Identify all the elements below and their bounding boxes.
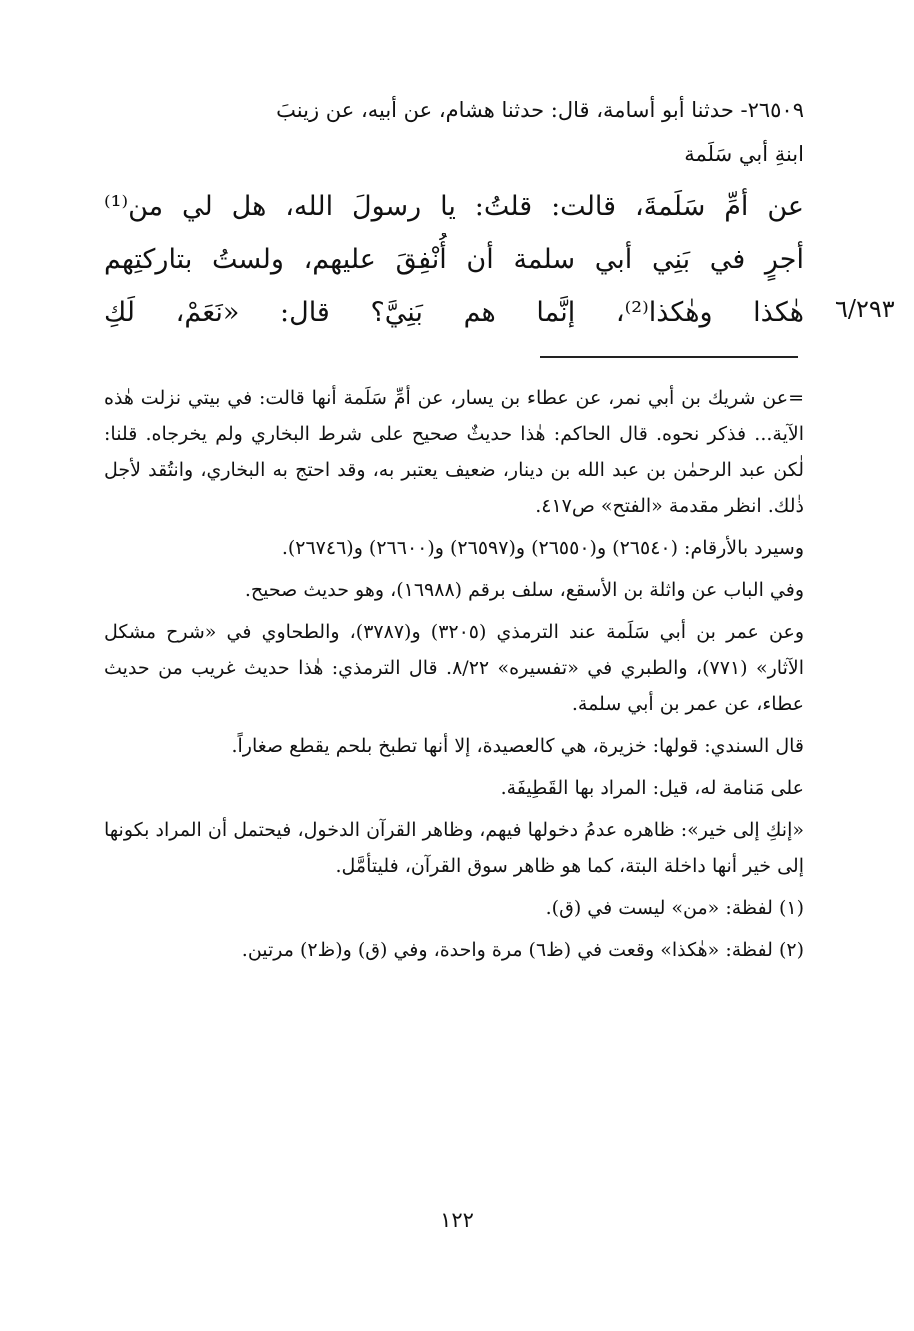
hadith-isnad [104,88,804,176]
isnad-line-2: ابنةِ أبي سَلَمة [684,142,804,166]
footnote-paragraph: وعن عمر بن أبي سَلَمة عند الترمذي (٣٢٠٥) و(٣٧٨٧)، والطحاوي في «شرح مشكل الآثار» (٧٧١)، والطبري في «تفسيره» ٨/٢٢. قال الترمذي: هٰذا حديث غريب من حديث عطاء، عن عمر بن أبي سلمة. [104,621,804,715]
footnote-2: (٢) لفظة: «هٰكذا» وقعت في (ظ٦) مرة واحدة، وفي (ق) و(ظ٢) مرتين. [241,939,804,961]
footnote-1: (١) لفظة: «من» ليست في (ق). [545,897,804,919]
isnad-line-1: ٢٦٥٠٩- حدثنا أبو أسامة، قال: حدثنا هشام، عن أبيه، عن زينبَ [276,98,804,122]
matn-line-3: هٰكذا وهٰكذا⁽²⁾، إنَّما هم بَنِيَّ؟ قال: «نَعَمْ، لَكِ [104,297,804,328]
footnote-paragraph: قال السندي: قولها: خزيرة، هي كالعصيدة، إلا أنها تطبخ بلحم يقطع صغاراً. [231,735,804,757]
footnote-paragraph: وفي الباب عن واثلة بن الأسقع، سلف برقم (١٦٩٨٨)، وهو حديث صحيح. [244,579,804,601]
matn-line-2: أجرٍ في بَنِي أبي سلمة أن أُنْفِقَ عليهم، ولستُ بتاركتِهم [104,244,804,275]
footnote-paragraph: =عن شريك بن أبي نمر، عن عطاء بن يسار، عن أمِّ سَلَمة أنها قالت: في بيتي نزلت هٰذه الآية... فذكر نحوه. قال الحاكم: هٰذا حديثٌ صحيح على شرط البخاري ولم يخرجاه. قلنا: لٰكن عبد الرحمٰن بن عبد الله بن دينار، ضعيف يعتبر به، وقد احتج به البخاري، وانتُقد لأجل ذٰلك. انظر مقدمة «الفتح» ص٤١٧. [104,387,804,517]
page-number: ١٢٢ [440,1208,474,1232]
matn-line-1: عن أمِّ سَلَمةَ، قالت: قلتُ: يا رسولَ الله، هل لي من⁽¹⁾ [104,191,804,222]
footnote-paragraph: «إنكِ إلى خير»: ظاهره عدمُ دخولها فيهم، وظاهر القرآن الدخول، فيحتمل أن المراد بكونها إلى خير أنها داخلة البتة، كما هو ظاهر سوق القرآن، فليتأمَّل. [104,819,804,877]
volume-page-reference: ٦/٢٩٣ [835,295,895,323]
footnotes [104,380,804,974]
footnote-separator [540,356,798,358]
footnote-paragraph: على مَنامة له، قيل: المراد بها القَطِيفَة. [500,777,804,799]
footnote-paragraph: وسيرد بالأرقام: (٢٦٥٤٠) و(٢٦٥٥٠) و(٢٦٥٩٧) و(٢٦٦٠٠) و(٢٦٧٤٦). [281,537,804,559]
hadith-matn [104,180,804,339]
